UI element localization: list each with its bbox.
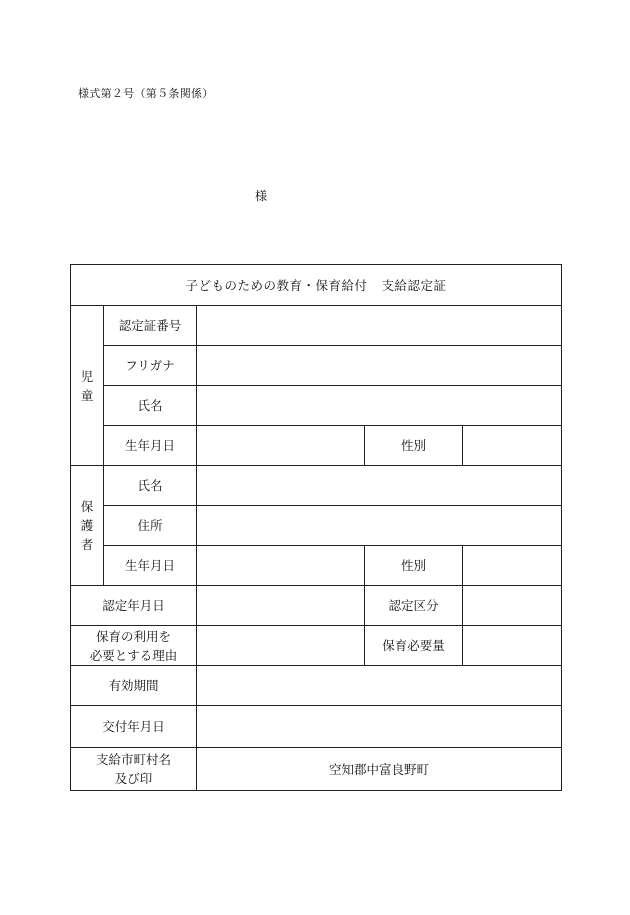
field-guardian-address: [197, 506, 562, 546]
form-number: 様式第２号（第５条関係）: [78, 87, 214, 100]
child-section-label: 児童: [71, 306, 104, 466]
label-guardian-birthdate: 生年月日: [104, 546, 197, 586]
label-required-amount: 保育必要量: [365, 626, 463, 666]
label-furigana: フリガナ: [104, 346, 197, 386]
certificate-table: [70, 264, 562, 791]
label-child-birthdate: 生年月日: [104, 426, 197, 466]
certificate-title: [71, 265, 562, 306]
label-guardian-name: 氏名: [104, 466, 197, 506]
label-cert-category: 認定区分: [365, 586, 463, 626]
certificate-title-main: 子どものための教育・保育給付: [185, 277, 368, 293]
addressee-suffix: 様: [255, 189, 268, 203]
label-municipality-line2: 及び印: [114, 771, 153, 786]
certificate-title-sub: 支給認定証: [381, 277, 447, 293]
label-valid-period: 有効期間: [71, 666, 197, 706]
label-care-reason-line2: 必要とする理由: [89, 647, 178, 663]
field-cert-category: [463, 586, 562, 626]
field-valid-period: [197, 666, 562, 706]
label-cert-number: 認定証番号: [104, 306, 197, 346]
field-guardian-birthdate: [197, 546, 365, 586]
field-child-name: [197, 386, 562, 426]
label-cert-date: 認定年月日: [71, 586, 197, 626]
label-guardian-address: 住所: [104, 506, 197, 546]
field-care-reason: [197, 626, 365, 666]
field-furigana: [197, 346, 562, 386]
field-municipality: 空知郡中富良野町: [197, 748, 562, 791]
label-care-reason: [71, 626, 197, 666]
label-municipality: [71, 748, 197, 791]
field-guardian-name: [197, 466, 562, 506]
field-required-amount: [463, 626, 562, 666]
label-municipality-line1: 支給市町村名: [95, 752, 171, 767]
field-child-birthdate: [197, 426, 365, 466]
field-child-gender: [463, 426, 562, 466]
field-guardian-gender: [463, 546, 562, 586]
label-guardian-gender: 性別: [365, 546, 463, 586]
field-cert-number: [197, 306, 562, 346]
guardian-section-label: 保護者: [71, 466, 104, 586]
label-child-name: 氏名: [104, 386, 197, 426]
label-care-reason-line1: 保育の利用を: [95, 628, 171, 644]
label-child-gender: 性別: [365, 426, 463, 466]
field-issue-date: [197, 706, 562, 748]
field-cert-date: [197, 586, 365, 626]
label-issue-date: 交付年月日: [71, 706, 197, 748]
